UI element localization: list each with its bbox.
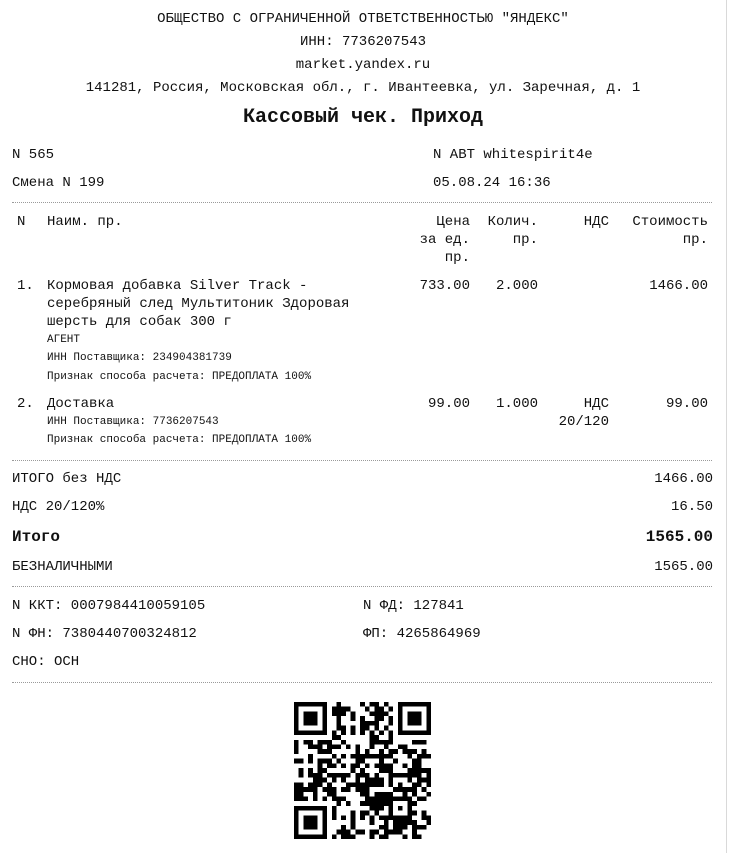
item-agent: АГЕНТ (47, 334, 81, 346)
col-header-price-1: Цена (436, 214, 470, 230)
item-qty: 1.000 (495, 396, 538, 412)
separator (12, 682, 712, 683)
item-payment-method: Признак способа расчета: ПРЕДОПЛАТА 100% (47, 434, 312, 446)
col-header-qty-2: пр. (512, 232, 538, 248)
separator (12, 460, 712, 461)
item-price: 99.00 (427, 396, 470, 412)
grand-total-label: Итого (12, 528, 61, 546)
item-name-line: Доставка (47, 396, 115, 412)
separator (12, 586, 712, 587)
item-qty: 2.000 (495, 278, 538, 294)
vat-label: НДС 20/120% (12, 499, 105, 515)
receipt-datetime: 05.08.24 16:36 (433, 175, 551, 191)
fd-number: N ФД: 127841 (363, 598, 464, 614)
qr-code-icon (294, 702, 431, 839)
col-header-price-3: пр. (444, 250, 470, 266)
grand-total-value: 1565.00 (645, 528, 713, 546)
item-number: 2. (17, 396, 34, 412)
terminal-id: N АВТ whitespirit4e (433, 147, 593, 163)
item-name-line: Кормовая добавка Silver Track - (47, 278, 308, 294)
col-header-cost-2: пр. (682, 232, 708, 248)
item-name-line: шерсть для собак 300 г (47, 314, 232, 330)
company-inn: ИНН: 7736207543 (299, 34, 427, 50)
company-name: ОБЩЕСТВО С ОГРАНИЧЕННОЙ ОТВЕТСТВЕННОСТЬЮ "ЯНДЕКС" (157, 11, 569, 27)
cashless-label: БЕЗНАЛИЧНЫМИ (12, 559, 113, 575)
company-site: market.yandex.ru (295, 57, 431, 73)
col-header-cost-1: Стоимость (632, 214, 708, 230)
item-cost: 99.00 (665, 396, 708, 412)
item-number: 1. (17, 278, 34, 294)
item-supplier-inn: ИНН Поставщика: 7736207543 (47, 416, 219, 428)
fn-number: N ФН: 7380440700324812 (12, 626, 197, 642)
receipt-number: N 565 (12, 147, 55, 163)
item-payment-method: Признак способа расчета: ПРЕДОПЛАТА 100% (47, 371, 312, 383)
vat-value: 16.50 (670, 499, 713, 515)
item-price: 733.00 (419, 278, 470, 294)
cashless-value: 1565.00 (654, 559, 713, 575)
separator (12, 202, 712, 203)
company-address: 141281, Россия, Московская обл., г. Ивантеевка, ул. Заречная, д. 1 (85, 80, 641, 96)
col-header-n: N (17, 214, 26, 230)
total-no-vat-label: ИТОГО без НДС (12, 471, 122, 487)
tax-system: СНО: ОСН (12, 654, 80, 670)
item-name-line: серебряный след Мультитоник Здоровая (47, 296, 350, 312)
col-header-vat: НДС (583, 214, 609, 230)
total-no-vat-value: 1466.00 (654, 471, 713, 487)
col-header-name: Наим. пр. (47, 214, 123, 230)
item-cost: 1466.00 (649, 278, 708, 294)
shift-number: Смена N 199 (12, 175, 105, 191)
item-supplier-inn: ИНН Поставщика: 234904381739 (47, 352, 232, 364)
receipt-title: Кассовый чек. Приход (242, 106, 484, 129)
col-header-qty-1: Колич. (487, 214, 538, 230)
fp-number: ФП: 4265864969 (363, 626, 481, 642)
item-vat-2: 20/120 (558, 414, 609, 430)
item-vat-1: НДС (583, 396, 609, 412)
page-border (726, 0, 727, 853)
col-header-price-2: за ед. (419, 232, 470, 248)
kkt-number: N ККТ: 0007984410059105 (12, 598, 206, 614)
